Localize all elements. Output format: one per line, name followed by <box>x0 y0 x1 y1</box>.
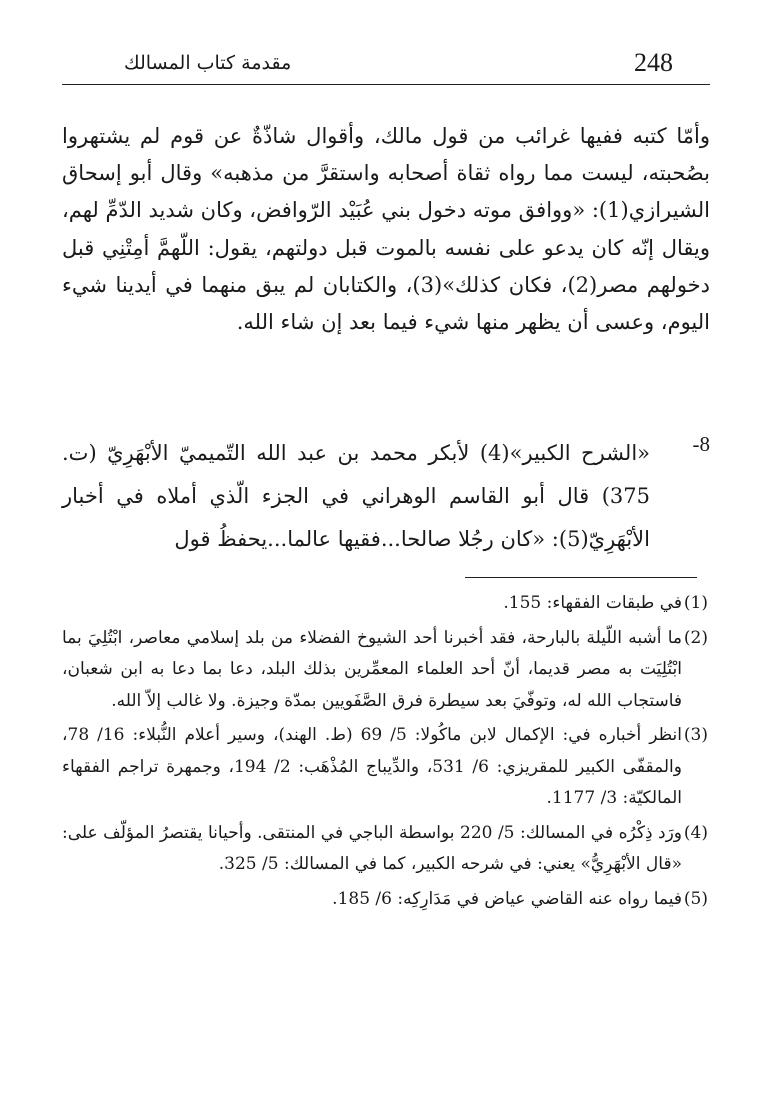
footnote-marker: (1) <box>683 593 708 613</box>
body-paragraph: وأمّا كتبه ففيها غرائب من قول مالك، وأقوال شاذّةٌ عن قوم لم يشتهروا بصُحبته، ليست مما رواه ثقاة أصحابه واستقرَّ من مذهبه» وقال أبو إسحاق الشيرازي(1): «ووافق موته دخول بني عُبَيْد الرّوافض، وكان شديد الدّمِّ لهم، ويقال إنّه كان يدعو على نفسه بالموت قبل دولتهم، يقول: اللّهمَّ أمِتْنِي قبل دخولهم مصر(2)، فكان كذلك»(3)، والكتابان لم يبق منهما في أيدينا شيء اليوم، وعسى أن يظهر منها شيء فيما بعد إن شاء الله. <box>62 124 711 335</box>
footnote-rule <box>465 577 697 578</box>
page-number: 248 <box>634 48 673 77</box>
footnote-text: ورَد ذِكْرُه في المسالك: 5/ 220 بواسطة الباجي في المنتقى. وأحيانا يقتصرُ المؤلّف على: «قال الأبْهَرِيُّ» يعني: في شرحه الكبير، كما في المسالك: 5/ 325. <box>62 822 682 874</box>
main-text <box>62 118 710 341</box>
footnote <box>62 818 708 881</box>
footnote <box>62 884 708 916</box>
item-text: «الشرح الكبير»(4) لأبكر محمد بن عبد الله التّميميّ الأبْهَرِيّ (ت. 375) قال أبو القاسم الوهراني في الجزء الّذي أملاه في أخبار الأبْهَرِيّ(5): «كان رجُلا صالحا...فقيها عالما...يحفظُ قول <box>62 441 651 551</box>
numbered-item-8 <box>62 432 710 562</box>
footnote <box>62 623 708 718</box>
page-header <box>62 42 710 86</box>
footnote <box>62 720 708 815</box>
footnotes <box>62 588 708 918</box>
item-number: -8 <box>692 432 710 456</box>
footnote-marker: (5) <box>683 888 708 909</box>
footnote <box>62 588 708 620</box>
footnote-text: انظر أخباره في: الإكمال لابن ماكُولا: 5/ 69 (ط. الهند)، وسير أعلام النُّبلاء: 16/ 78، والمقفّى الكبير للمقريزي: 6/ 531، والدِّيباج المُذْهَب: 2/ 194، وجمهرة تراجم الفقهاء المالكيّة: 3/ 1177. <box>62 725 682 808</box>
footnote-marker: (2) <box>683 627 708 648</box>
footnote-text: فيما رواه عنه القاضي عياض في مَدَارِكِه: 6/ 185. <box>332 888 682 909</box>
footnote-marker: (4) <box>683 822 708 843</box>
header-rule <box>62 84 710 85</box>
footnote-text: في طبقات الفقهاء: 155. <box>503 593 682 613</box>
running-title: مقدمة كتاب المسالك <box>124 52 292 74</box>
footnote-text: ما أشبه اللّيلة بالبارحة، فقد أخبرنا أحد الشيوخ الفضلاء من بلد إسلامي معاصر، ابْتُلِيَ بما ابْتُلِيَت به مصر قديما، أنّ أحد العلماء المعمِّرين بذلك البلد، دعا بما دعا به ابن شعبان، فاستجاب الله له، وتوفّيَ بعد سيطرة فرق الصَّفَويين بمدّة وجيزة. ولا غالب إلاّ الله. <box>62 627 682 711</box>
footnote-marker: (3) <box>683 725 708 745</box>
